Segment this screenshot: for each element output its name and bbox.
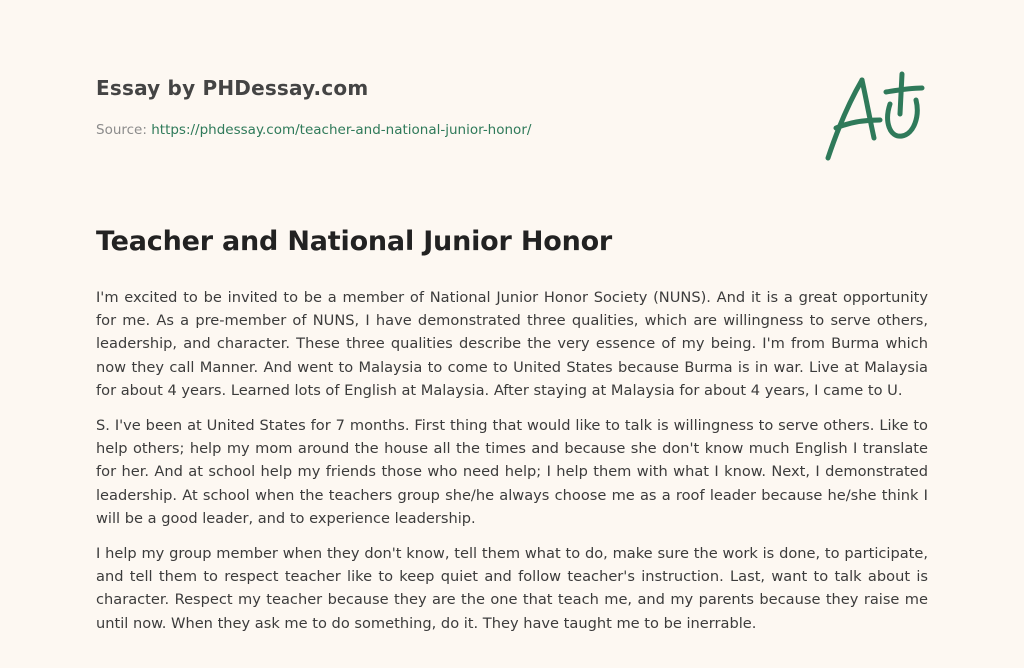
source-link[interactable]: https://phdessay.com/teacher-and-national-junior-honor/	[151, 122, 532, 138]
essay-body	[96, 286, 928, 647]
source-label: Source:	[96, 122, 147, 138]
page-header	[96, 76, 796, 138]
essay-paragraph-1: I'm excited to be invited to be a member of National Junior Honor Society (NUNS). And it is a great opportunity for me. As a pre-member of NUNS, I have demonstrated three qualities, which are willingness to serve others, leadership, and character. These three qualities describe the very essence of my being. I'm from Burma which now they call Manner. And went to Malaysia to come to United States because Burma is in war. Live at Malaysia for about 4 years. Learned lots of English at Malaysia. After staying at Malaysia for about 4 years, I came to U.	[96, 289, 928, 399]
essay-paragraph-2: S. I've been at United States for 7 months. First thing that would like to talk is willingness to serve others. Like to help others; help my mom around the house all the times and because she don't know much English I translate for her. And at school help my friends those who need help; I help them with what I know. Next, I demonstrated leadership. At school when the teachers group she/he always choose me as a roof leader because he/she think I will be a good leader, and to experience leadership.	[96, 417, 928, 527]
essay-paragraph-3: I help my group member when they don't know, tell them what to do, make sure the work is done, to participate, and tell them to respect teacher like to keep quiet and follow teacher's instruction. Last, want to talk about is character. Respect my teacher because they are the one that teach me, and my parents because they raise me until now. When they ask me to do something, do it. They have taught me to be inerrable.	[96, 545, 928, 632]
essay-title: Teacher and National Junior Honor	[96, 226, 613, 257]
a-plus-logo-svg	[818, 64, 930, 168]
brand-name: Essay by PHDessay.com	[96, 76, 369, 100]
source-line	[96, 122, 796, 138]
a-plus-grade-icon	[818, 64, 930, 168]
